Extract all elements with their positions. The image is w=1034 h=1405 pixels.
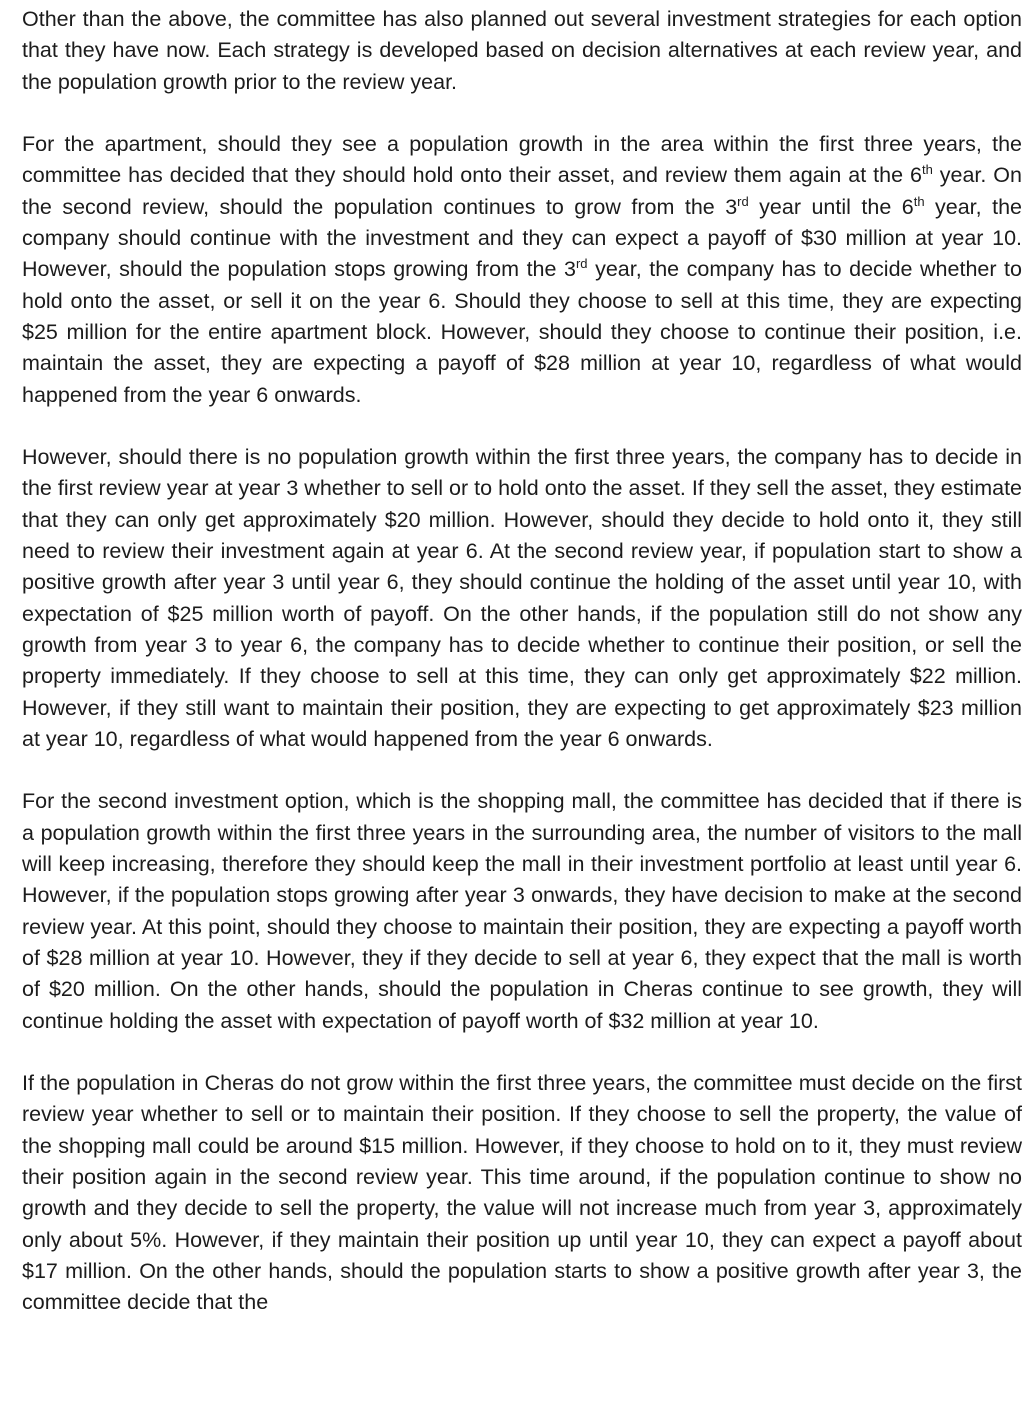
- document-page: [22, 4, 1022, 1318]
- text-run: Other than the above, the committee has also planned out several investment strategies for each option that they have now. Each strategy is developed based on decision alternatives at each review year, and the population growth prior to the review year.: [22, 7, 1022, 94]
- superscript: rd: [575, 256, 588, 272]
- text-run: year, the company has to decide whether to hold onto the asset, or sell it on the year 6. Should they choose to sell at this time, they are expecting $25 million for the entire apartment block. However, should they choose to continue their position, i.e. maintain the asset, they are expecting a payoff of $28 million at year 10, regardless of what would happened from the year 6 onwards.: [22, 257, 1022, 407]
- paragraph-mall-no-growth: [22, 1068, 1022, 1318]
- text-run: year, the company should continue with the investment and they can expect a payoff of $30 million at year 10. However, should the population stops growing from the 3: [22, 194, 1022, 282]
- paragraph-apartment-no-growth: [22, 442, 1022, 755]
- superscript: rd: [737, 193, 749, 209]
- superscript: th: [921, 162, 933, 178]
- text-run: If the population in Cheras do not grow within the first three years, the committee must decide on the first review year whether to sell or to maintain their position. If they choose to sell the property, the value of the shopping mall could be around $15 million. However, if they choose to hold on to it, they must review their position again in the second review year. This time around, if the population continue to show no growth and they decide to sell the property, the value will not increase much from year 3, approximately only about 5%. However, if they maintain their position up until year 10, they can expect a payoff about $17 million. On the other hands, should the population starts to show a positive growth after year 3, the committee decide that the: [22, 1071, 1022, 1315]
- superscript: th: [913, 193, 925, 209]
- paragraph-mall-growth: [22, 786, 1022, 1036]
- text-run: year until the 6: [748, 194, 914, 219]
- text-run: year. On the second review, should the population continues to grow from the 3: [22, 163, 1022, 219]
- text-run: For the second investment option, which is the shopping mall, the committee has decided that if there is a population growth within the first three years in the surrounding area, the number of visitors to the mall will keep increasing, therefore they should keep the mall in their investment portfolio at least until year 6. However, if the population stops growing after year 3 onwards, they have decision to make at the second review year. At this point, should they choose to maintain their position, they are expecting a payoff worth of $28 million at year 10. However, they if they decide to sell at year 6, they expect that the mall is worth of $20 million. On the other hands, should the population in Cheras continue to see growth, they will continue holding the asset with expectation of payoff worth of $32 million at year 10.: [22, 789, 1022, 1033]
- text-run: However, should there is no population growth within the first three years, the company has to decide in the first review year at year 3 whether to sell or to hold onto the asset. If they sell the asset, they estimate that they can only get approximately $20 million. However, should they decide to hold onto it, they still need to review their investment again at year 6. At the second review year, if population start to show a positive growth after year 3 until year 6, they should continue the holding of the asset until year 10, with expectation of $25 million worth of payoff. On the other hands, if the population still do not show any growth from year 3 to year 6, the company has to decide whether to continue their position, or sell the property immediately. If they choose to sell at this time, they can only get approximately $22 million. However, if they still want to maintain their position, they are expecting to get approximately $23 million at year 10, regardless of what would happened from the year 6 onwards.: [22, 445, 1022, 751]
- paragraph-apartment-growth: [22, 129, 1022, 411]
- text-run: For the apartment, should they see a population growth in the area within the first three years, the committee has decided that they should hold onto their asset, and review them again at the 6: [22, 132, 1022, 188]
- paragraph-investment-strategies: [22, 4, 1022, 98]
